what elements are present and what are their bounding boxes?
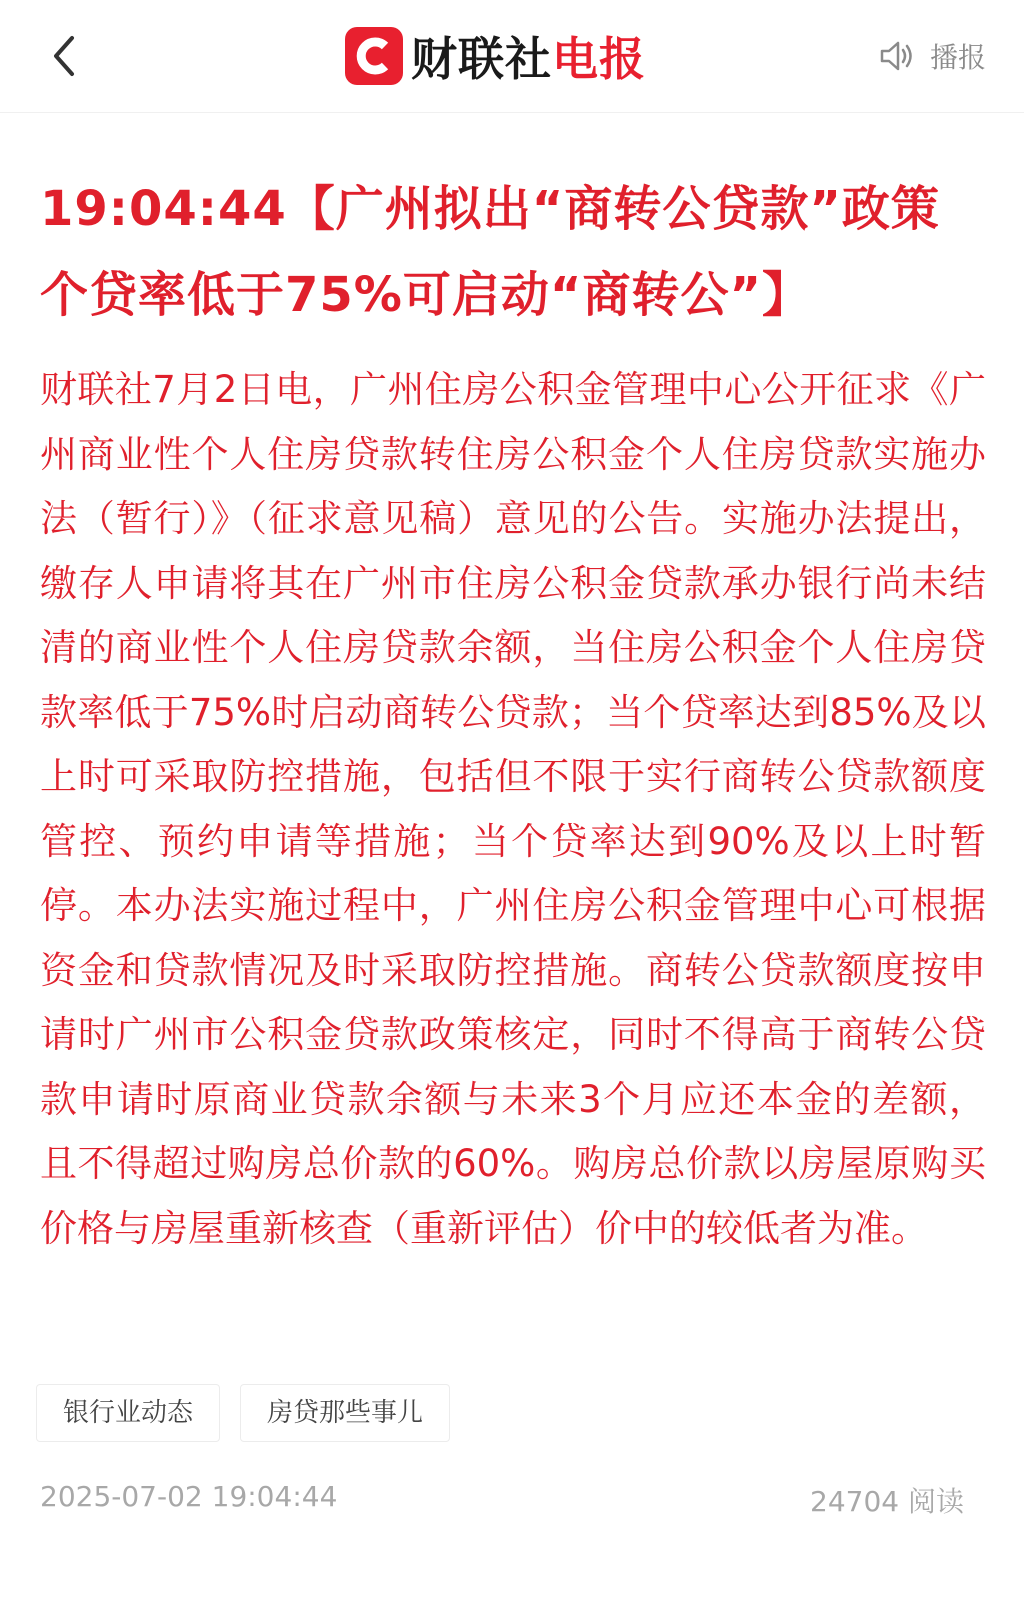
speaker-icon: [876, 36, 916, 76]
brand-section: 电报: [552, 32, 646, 86]
tag-list: [36, 1384, 450, 1442]
read-count: 24704 阅读: [810, 1485, 964, 1518]
cls-telegraph-logo: [345, 26, 646, 86]
tag-mortgage-topics[interactable]: 房贷那些事儿: [240, 1384, 450, 1442]
article-title: 19:04:44【广州拟出“商转公贷款”政策 个贷率低于75%可启动“商转公”】: [40, 181, 940, 323]
chevron-left-icon: [40, 28, 90, 84]
brand-name: 财联社: [411, 32, 552, 86]
top-navigation-bar: [0, 0, 1024, 113]
tag-banking-news[interactable]: 银行业动态: [36, 1384, 220, 1442]
publish-timestamp: 2025-07-02 19:04:44: [40, 1480, 338, 1513]
cls-logo-icon: [345, 27, 403, 85]
broadcast-label: 播报: [929, 41, 986, 74]
article-body: 财联社7月2日电，广州住房公积金管理中心公开征求《广州商业性个人住房贷款转住房公积金个人住房贷款实施办法（暂行）》（征求意见稿）意见的公告。实施办法提出，缴存人申请将其在广州市住房公积金贷款承办银行尚未结清的商业性个人住房贷款余额，当住房公积金个人住房贷款率低于75%时启动商转公贷款；当个贷率达到85%及以上时可采取防控措施，包括但不限于实行商转公贷款额度管控、预约申请等措施；当个贷率达到90%及以上时暂停。本办法实施过程中，广州住房公积金管理中心可根据资金和贷款情况及时采取防控措施。商转公贷款额度按申请时广州市公积金贷款政策核定，同时不得高于商转公贷款申请时原商业贷款余额与未来3个月应还本金的差额，且不得超过购房总价款的60%。购房总价款以房屋原购买价格与房屋重新核查（重新评估）价中的较低者为准。: [40, 368, 986, 1250]
broadcast-button[interactable]: [876, 34, 986, 78]
back-button[interactable]: [40, 28, 100, 84]
article: [40, 166, 986, 1261]
